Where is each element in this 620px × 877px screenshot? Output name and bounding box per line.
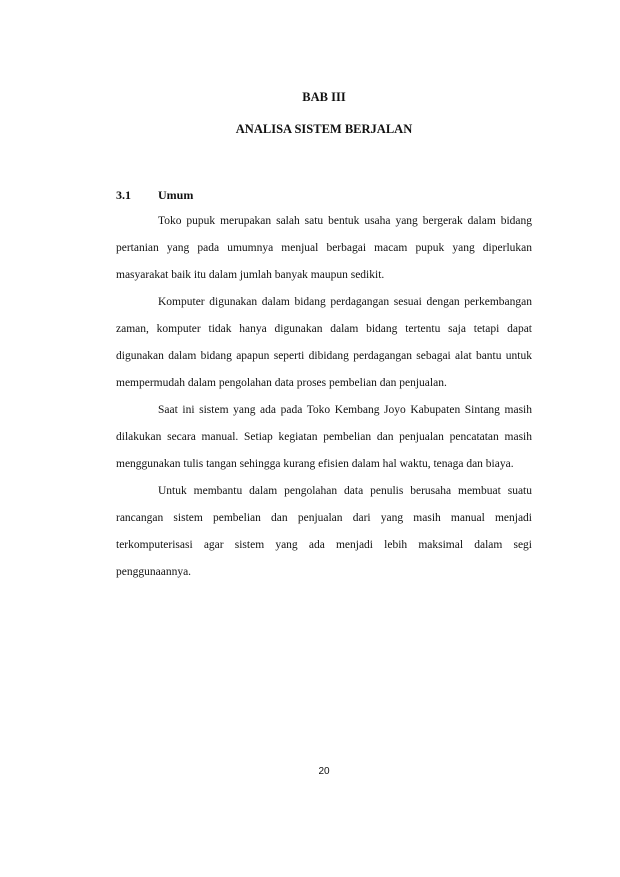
- page-number: 20: [318, 766, 330, 777]
- paragraph-2: Komputer digunakan dalam bidang perdagangan sesuai dengan perkembangan zaman, komputer tidak hanya digunakan dalam bidang tertentu saja tetapi dapat digunakan dalam bidang apapun seperti dibidang perdagangan sebagai alat bantu untuk mempermudah dalam pengolahan data proses pembelian dan penjualan.: [116, 296, 532, 389]
- section-heading: [116, 188, 532, 203]
- chapter-title: ANALISA SISTEM BERJALAN: [235, 122, 413, 136]
- section-number: 3.1: [116, 188, 131, 202]
- body-text: [116, 208, 532, 586]
- paragraph-1: Toko pupuk merupakan salah satu bentuk usaha yang bergerak dalam bidang pertanian yang pada umumnya menjual berbagai macam pupuk yang diperlukan masyarakat baik itu dalam jumlah banyak maupun sedikit.: [116, 215, 532, 281]
- paragraph-3: Saat ini sistem yang ada pada Toko Kembang Joyo Kabupaten Sintang masih dilakukan secara manual. Setiap kegiatan pembelian dan penjualan pencatatan masih menggunakan tulis tangan sehingga kurang efisien dalam hal waktu, tenaga dan biaya.: [116, 404, 532, 470]
- section-title: Umum: [158, 188, 194, 202]
- paragraph-4: Untuk membantu dalam pengolahan data penulis berusaha membuat suatu rancangan sistem pembelian dan penjualan dari yang masih manual menjadi terkomputerisasi agar sistem yang ada menjadi lebih maksimal dalam segi penggunaannya.: [116, 485, 532, 578]
- chapter-number: BAB III: [302, 90, 346, 104]
